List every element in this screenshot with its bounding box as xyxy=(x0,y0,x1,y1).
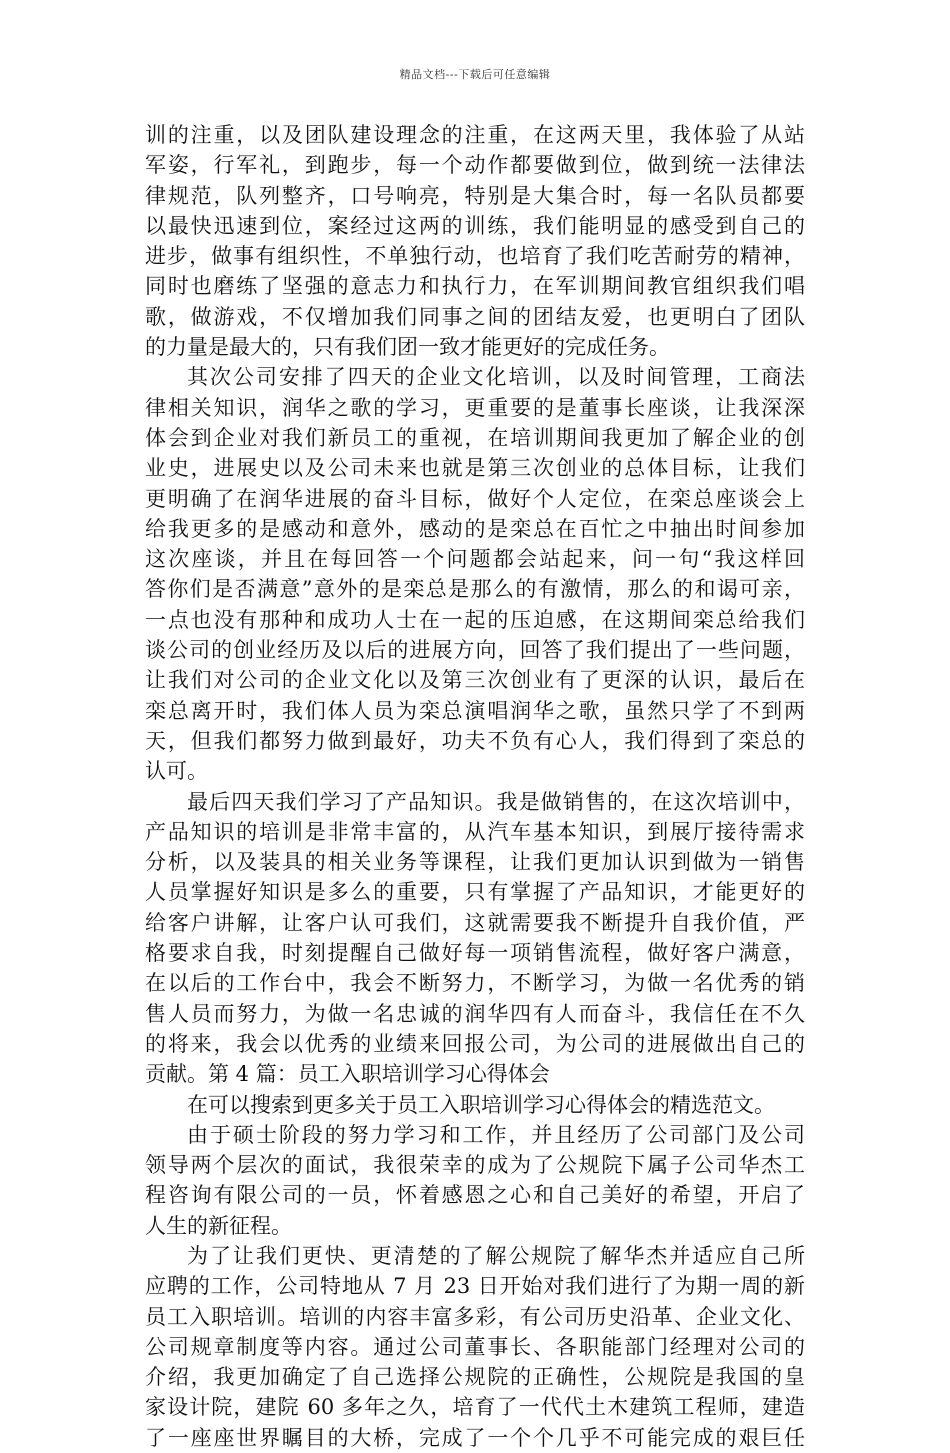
text-line: 员工入职培训。培训的内容丰富多彩，有公司历史沿革、企业文化、 xyxy=(145,1304,805,1329)
text-line: 栾总离开时，我们体人员为栾总演唱润华之歌，虽然只学了不到两 xyxy=(145,698,805,723)
text-line: 产品知识的培训是非常丰富的，从汽车基本知识，到展厅接待需求 xyxy=(145,819,805,844)
text-line: 人员掌握好知识是多么的重要，只有掌握了产品知识，才能更好的 xyxy=(145,880,805,905)
text-line: 分析，以及装具的相关业务等课程，让我们更加认识到做为一销售 xyxy=(145,850,805,875)
text-line: 公司规章制度等内容。通过公司董事长、各职能部门经理对公司的 xyxy=(145,1334,805,1359)
text-line: 军姿，行军礼，到跑步，每一个动作都要做到位，做到统一法律法 xyxy=(145,153,805,178)
text-line: 业史，进展史以及公司未来也就是第三次创业的总体目标，让我们 xyxy=(145,456,805,481)
paragraph xyxy=(145,1090,805,1120)
text-line: 最后四天我们学习了产品知识。我是做销售的，在这次培训中， xyxy=(187,789,805,814)
text-line: 律相关知识，润华之歌的学习，更重要的是董事长座谈，让我深深 xyxy=(145,395,805,420)
paragraph xyxy=(145,1120,805,1241)
text-line: 在可以搜索到更多关于员工入职培训学习心得体会的精选范文。 xyxy=(187,1092,775,1117)
text-line: 一点也没有那种和成功人士在一起的压迫感，在这期间栾总给我们 xyxy=(145,607,805,632)
text-line: 贡献。第 4 篇：员工入职培训学习心得体会 xyxy=(145,1062,550,1087)
paragraph xyxy=(145,787,805,1090)
text-line: 给客户讲解，让客户认可我们，这就需要我不断提升自我价值，严 xyxy=(145,910,805,935)
paragraph xyxy=(145,362,805,786)
text-line: 介绍，我更加确定了自己选择公规院的正确性，公规院是我国的皇 xyxy=(145,1365,805,1390)
text-line: 了一座座世界瞩目的大桥，完成了一个个几乎不可能完成的艰巨任 xyxy=(145,1425,805,1450)
text-line: 家设计院，建院 60 多年之久，培育了一代代土木建筑工程师，建造 xyxy=(145,1395,805,1420)
text-line: 同时也磨练了坚强的意志力和执行力，在军训期间教官组织我们唱 xyxy=(145,274,805,299)
page-header-note: 精品文档---下载后可任意编辑 xyxy=(399,68,551,81)
text-line: 更明确了在润华进展的奋斗目标，做好个人定位，在栾总座谈会上 xyxy=(145,486,805,511)
text-line: 让我们对公司的企业文化以及第三次创业有了更深的认识，最后在 xyxy=(145,668,805,693)
text-line: 应聘的工作，公司特地从 7 月 23 日开始对我们进行了为期一周的新 xyxy=(145,1274,805,1299)
text-line: 律规范，队列整齐，口号响亮，特别是大集合时，每一名队员都要 xyxy=(145,183,805,208)
text-line: 谈公司的创业经历及以后的进展方向，回答了我们提出了一些问题， xyxy=(145,638,805,663)
text-line: 认可。 xyxy=(145,759,208,784)
text-line: 格要求自我，时刻提醒自己做好每一项销售流程，做好客户满意， xyxy=(145,941,805,966)
text-line: 的将来，我会以优秀的业绩来回报公司，为公司的进展做出自己的 xyxy=(145,1031,805,1056)
text-line: 的力量是最大的，只有我们团一致才能更好的完成任务。 xyxy=(145,335,670,360)
paragraph xyxy=(145,1241,805,1453)
text-line: 以最快迅速到位，案经过这两的训练，我们能明显的感受到自己的 xyxy=(145,213,805,238)
text-line: 答你们是否满意”意外的是栾总是那么的有激情，那么的和谒可亲， xyxy=(145,577,805,602)
text-line: 其次公司安排了四天的企业文化培训，以及时间管理，工商法 xyxy=(187,365,805,390)
text-line: 给我更多的是感动和意外，感动的是栾总在百忙之中抽出时间参加 xyxy=(145,516,805,541)
document-body xyxy=(145,120,805,1453)
paragraph xyxy=(145,120,805,362)
text-line: 天，但我们都努力做到最好，功夫不负有心人，我们得到了栾总的 xyxy=(145,728,805,753)
text-line: 进步，做事有组织性，不单独行动，也培育了我们吃苦耐劳的精神， xyxy=(145,244,805,269)
text-line: 由于硕士阶段的努力学习和工作，并且经历了公司部门及公司 xyxy=(187,1122,805,1147)
text-line: 程咨询有限公司的一员，怀着感恩之心和自己美好的希望，开启了 xyxy=(145,1183,805,1208)
text-line: 领导两个层次的面试，我很荣幸的成为了公规院下属子公司华杰工 xyxy=(145,1153,805,1178)
text-line: 体会到企业对我们新员工的重视，在培训期间我更加了解企业的创 xyxy=(145,425,805,450)
text-line: 训的注重，以及团队建设理念的注重，在这两天里，我体验了从站 xyxy=(145,123,805,147)
text-line: 为了让我们更快、更清楚的了解公规院了解华杰并适应自己所 xyxy=(187,1243,805,1268)
text-line: 歌，做游戏，不仅增加我们同事之间的团结友爱，也更明白了团队 xyxy=(145,304,805,329)
text-line: 这次座谈，并且在每回答一个问题都会站起来，问一句“我这样回 xyxy=(145,547,805,572)
text-line: 在以后的工作台中，我会不断努力，不断学习，为做一名优秀的销 xyxy=(145,971,805,996)
text-line: 人生的新征程。 xyxy=(145,1213,292,1238)
text-line: 售人员而努力，为做一名忠诚的润华四有人而奋斗，我信任在不久 xyxy=(145,1001,805,1026)
